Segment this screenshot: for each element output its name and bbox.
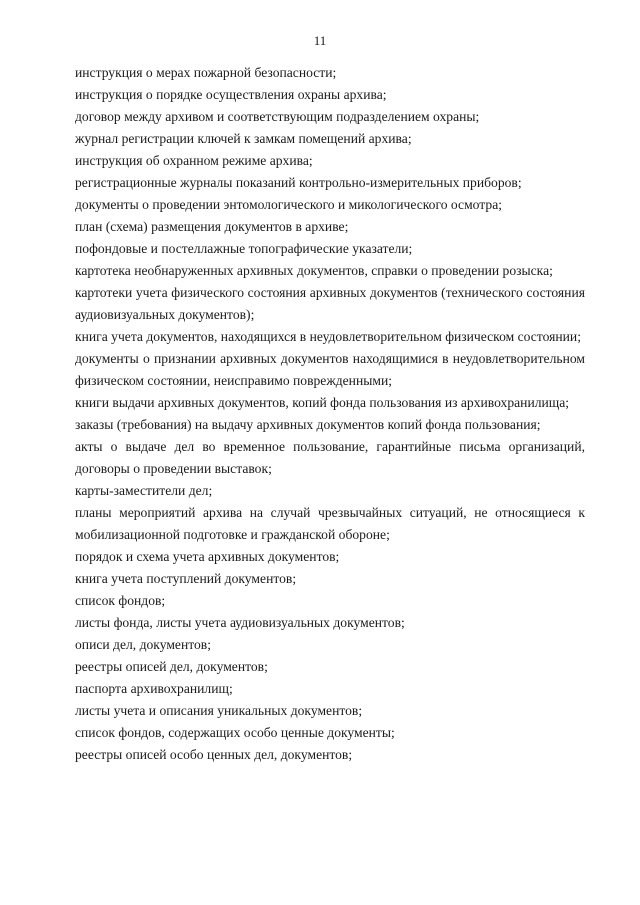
list-item: книги выдачи архивных документов, копий фонда пользования из архивохранилища; xyxy=(75,395,570,410)
list-item: листы учета и описания уникальных документов; xyxy=(75,703,363,718)
list-item: пофондовые и постеллажные топографические указатели; xyxy=(75,241,413,256)
list-item: реестры описей дел, документов; xyxy=(75,659,268,674)
list-item: договор между архивом и соответствующим подразделением охраны; xyxy=(75,109,480,124)
list-item: книга учета поступлений документов; xyxy=(75,571,297,586)
list-item: картотека необнаруженных архивных документов, справки о проведении розыска; xyxy=(75,263,553,278)
list-item: документы о проведении энтомологического и микологического осмотра; xyxy=(75,197,503,212)
document-body xyxy=(75,62,585,766)
list-item: паспорта архивохранилищ; xyxy=(75,681,233,696)
list-item: планы мероприятий архива на случай чрезвычайных ситуаций, не относящиеся к мобилизационной подготовке и гражданской обороне; xyxy=(75,505,585,542)
list-item: акты о выдаче дел во временное пользование, гарантийные письма организаций, договоры о проведении выставок; xyxy=(75,439,585,476)
list-item: описи дел, документов; xyxy=(75,637,211,652)
list-item: инструкция об охранном режиме архива; xyxy=(75,153,313,168)
list-item: порядок и схема учета архивных документов; xyxy=(75,549,340,564)
list-item: реестры описей особо ценных дел, документов; xyxy=(75,747,353,762)
list-item: инструкция о мерах пожарной безопасности; xyxy=(75,65,337,80)
list-item: карты-заместители дел; xyxy=(75,483,213,498)
list-item: заказы (требования) на выдачу архивных документов копий фонда пользования; xyxy=(75,417,541,432)
list-item: листы фонда, листы учета аудиовизуальных документов; xyxy=(75,615,405,630)
list-item: инструкция о порядке осуществления охраны архива; xyxy=(75,87,387,102)
page-number: 11 xyxy=(313,33,327,48)
list-item: картотеки учета физического состояния архивных документов (технического состояния аудиовизуальных документов); xyxy=(75,285,585,322)
list-item: план (схема) размещения документов в архиве; xyxy=(75,219,349,234)
list-item: список фондов; xyxy=(75,593,166,608)
list-item: журнал регистрации ключей к замкам помещений архива; xyxy=(75,131,412,146)
list-item: регистрационные журналы показаний контрольно-измерительных приборов; xyxy=(75,175,522,190)
list-item: книга учета документов, находящихся в неудовлетворительном физическом состоянии; xyxy=(75,329,581,344)
list-item: список фондов, содержащих особо ценные документы; xyxy=(75,725,395,740)
list-item: документы о признании архивных документов находящимися в неудовлетворительном физическом состоянии, неисправимо поврежденными; xyxy=(75,351,585,388)
